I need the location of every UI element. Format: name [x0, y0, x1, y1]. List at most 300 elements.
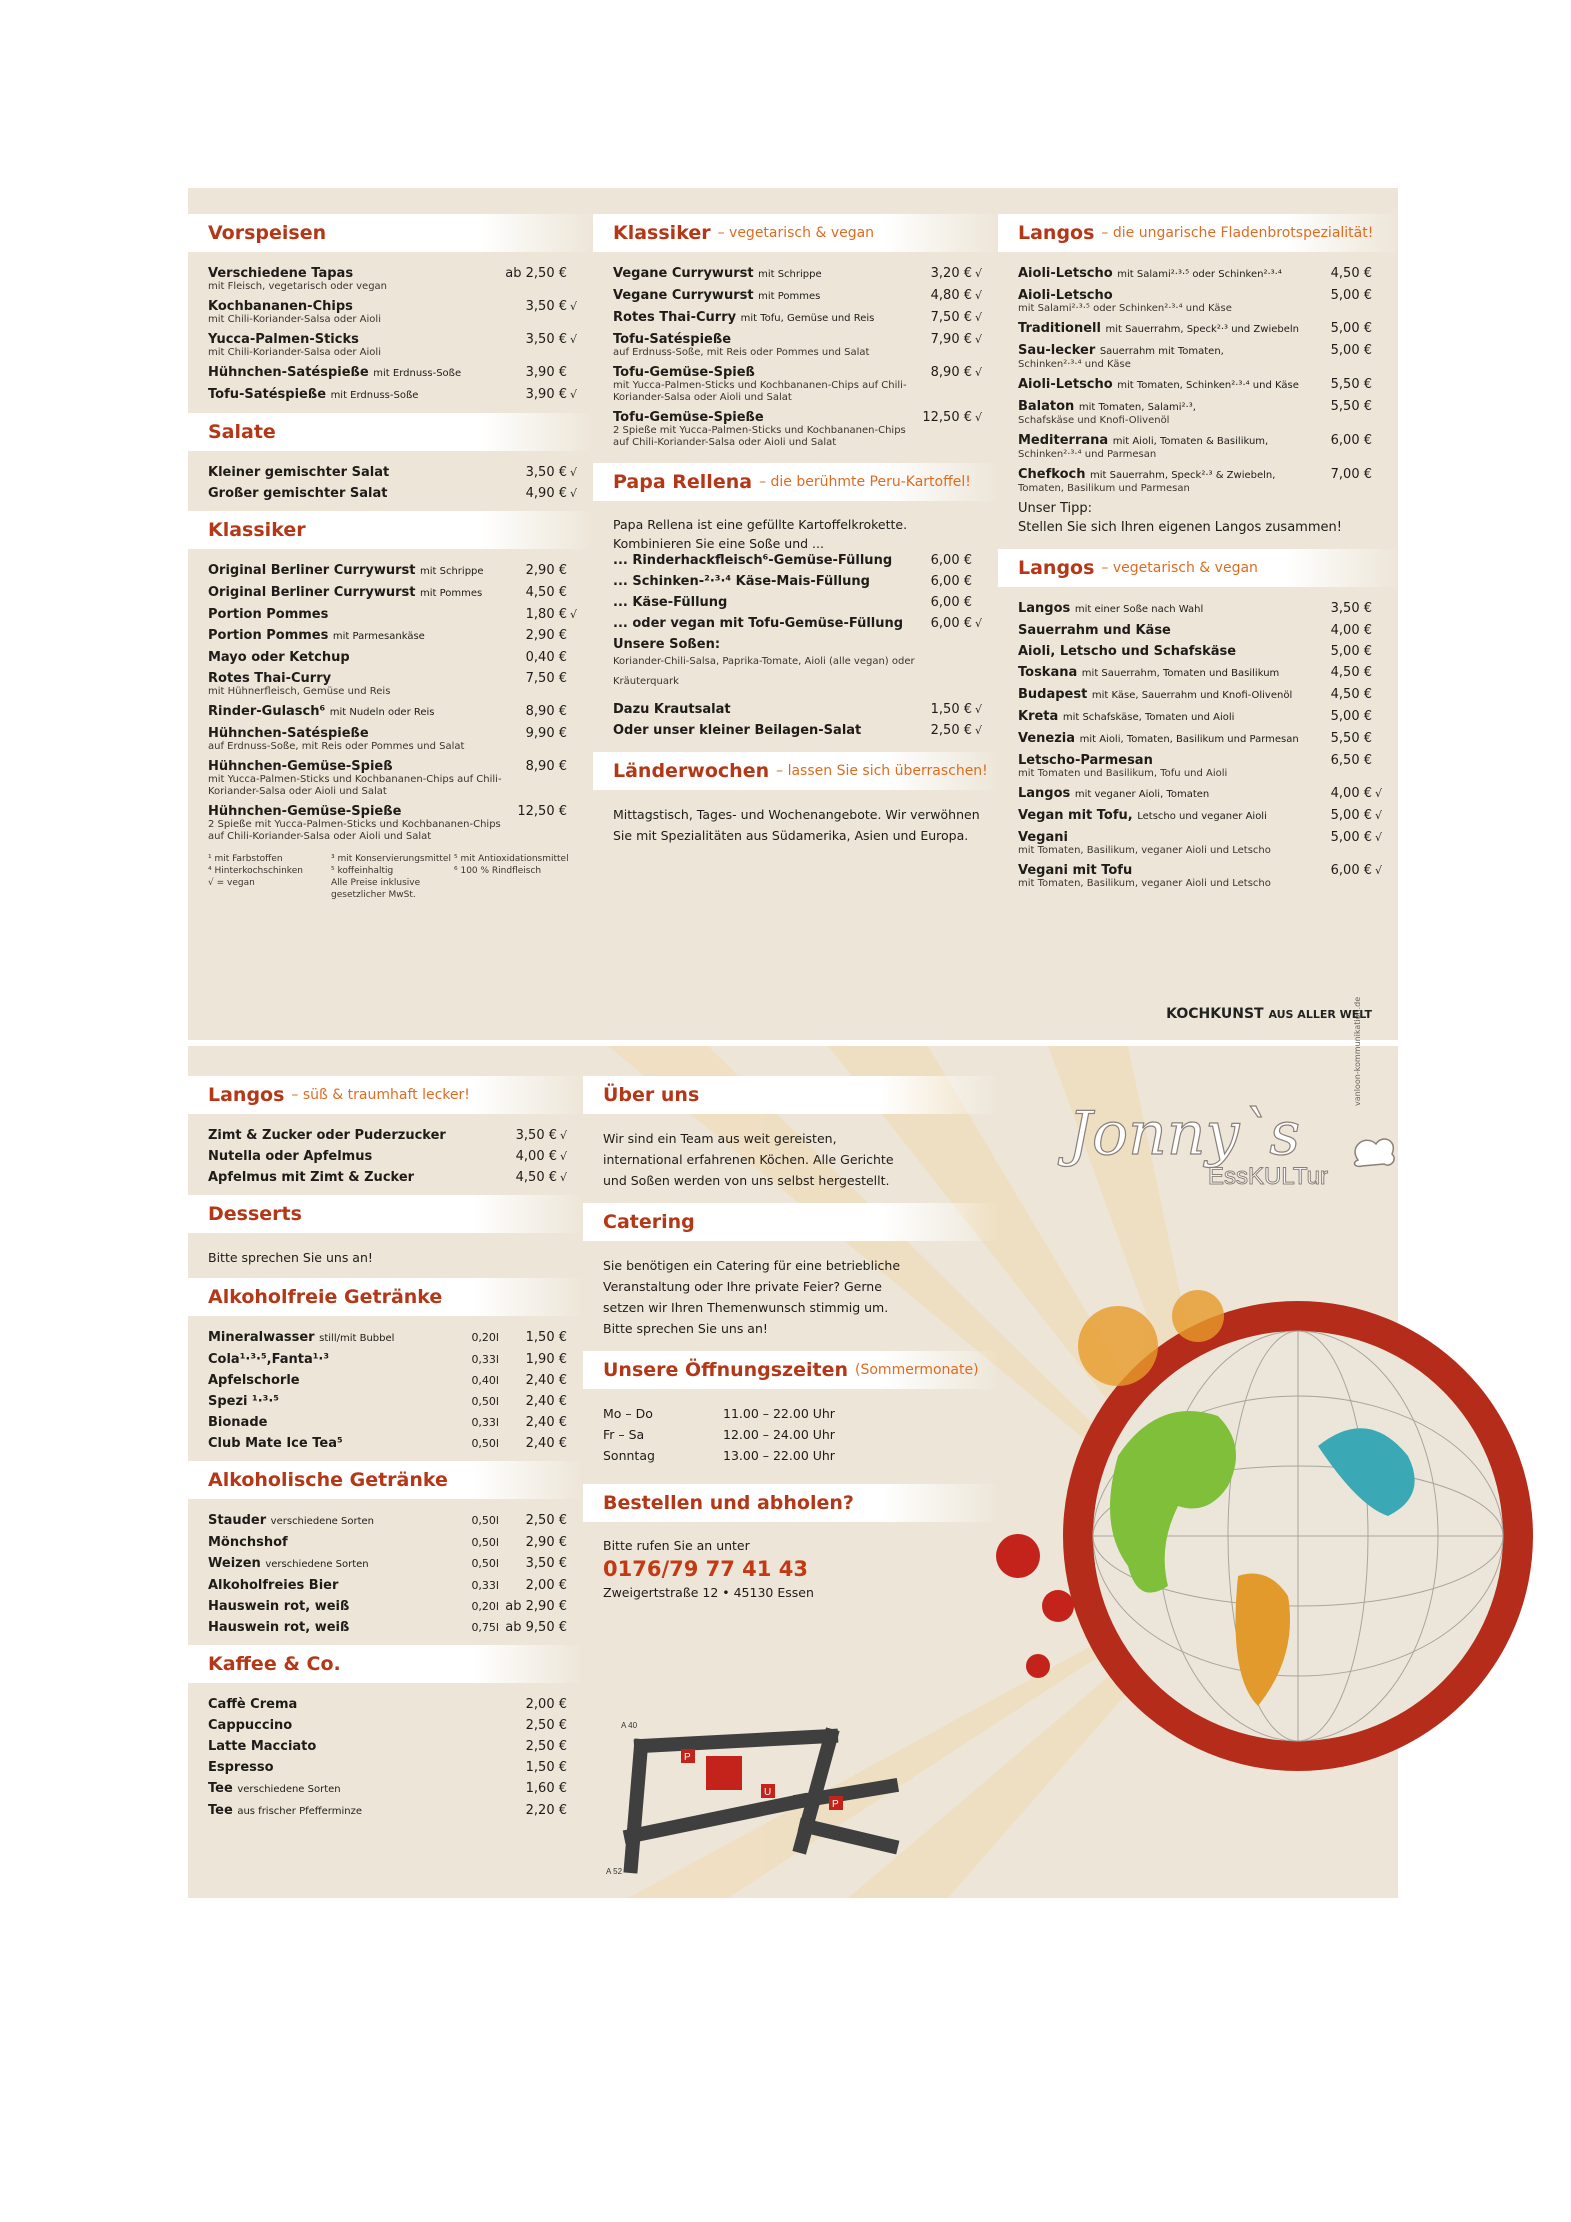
item-price-block [515, 671, 577, 686]
extras-list [593, 702, 998, 738]
item-title: Original Berliner Currywurst [208, 585, 416, 600]
item-price-block [920, 702, 982, 717]
item-name [1018, 731, 1320, 747]
vegan-mark: √ [974, 617, 982, 630]
menu-item [208, 563, 577, 579]
item-price: 8,90 € [525, 759, 567, 774]
vegan-mark: √ [974, 366, 982, 379]
item-volume: 0,33l [471, 1353, 499, 1366]
item-name-block [1018, 687, 1320, 703]
item-title: Vegane Currywurst [613, 288, 754, 303]
section-intro: Papa Rellena ist eine gefüllte Kartoffelkrokette. Kombinieren Sie eine Soße und ... [613, 517, 908, 551]
item-price: 1,50 € [930, 702, 972, 717]
item-title: Großer gemischter Salat [208, 486, 388, 501]
item-name-block [208, 607, 515, 622]
item-name [613, 595, 920, 610]
hours-time: 12.00 – 24.00 Uhr [723, 1427, 835, 1442]
map-p-label-2: P [832, 1799, 839, 1810]
item-title: Oder unser kleiner Beilagen-Salat [613, 723, 862, 738]
menu-item [1018, 343, 1382, 371]
menu-section [188, 1076, 583, 1185]
item-list [188, 1128, 583, 1185]
item-name-block [208, 1330, 457, 1346]
item-name [1018, 830, 1320, 845]
item-name-block [208, 299, 515, 326]
menu-item [1018, 321, 1382, 337]
item-name-block [613, 574, 920, 589]
menu-item [208, 1535, 567, 1550]
item-price-block [505, 1170, 567, 1185]
item-title: Spezi ¹·³·⁵ [208, 1394, 279, 1409]
hours-row [603, 1424, 982, 1445]
section-title: Kaffee & Co. [208, 1653, 341, 1675]
item-title: Sauerrahm und Käse [1018, 623, 1171, 638]
item-volume: 0,75l [471, 1621, 499, 1634]
item-title: Aioli-Letscho [1018, 288, 1113, 303]
item-price-block [1320, 786, 1382, 801]
section-title: Langos [1018, 557, 1095, 579]
item-price-block [515, 704, 577, 719]
item-name-block [1018, 377, 1320, 393]
item-price: 2,50 € [525, 1513, 567, 1528]
item-price: 4,80 € [930, 288, 972, 303]
logo-script-text: Jonny`s [1068, 1099, 1301, 1169]
item-name [208, 1436, 457, 1451]
item-price-block [920, 266, 982, 281]
item-title: Hühnchen-Satéspieße [208, 726, 369, 741]
item-name [208, 1149, 505, 1164]
menu-item [208, 1394, 567, 1409]
item-description: 2 Spieße mit Yucca-Palmen-Sticks und Kochbananen-Chips auf Chili-Koriander-Salsa oder Aioli und Salat [613, 425, 906, 448]
section-subtitle: – die berühmte Peru-Kartoffel! [759, 474, 971, 490]
item-note: mit veganer Aioli, Tomaten [1074, 789, 1210, 800]
about-heading [583, 1076, 998, 1114]
item-title: Venezia [1018, 731, 1076, 746]
item-price-block [505, 1128, 567, 1143]
item-title: ... Käse-Füllung [613, 595, 728, 610]
item-name-block [1018, 433, 1320, 461]
item-note: verschiedene Sorten [270, 1516, 374, 1527]
menu-item [208, 1170, 567, 1185]
item-description: auf Erdnuss-Soße, mit Reis oder Pommes und Salat [613, 347, 870, 358]
item-name [208, 1535, 457, 1550]
item-description: mit Tomaten, Basilikum, veganer Aioli und Letscho [1018, 845, 1271, 856]
menu-item [208, 607, 577, 622]
item-name [208, 1578, 457, 1593]
item-title: Alkoholfreies Bier [208, 1578, 339, 1593]
item-price-block [505, 1415, 567, 1430]
menu-item [208, 628, 577, 644]
item-description: Tomaten, Basilikum und Parmesan [1018, 483, 1190, 494]
item-price: 5,00 € [1330, 709, 1372, 724]
item-note: mit Erdnuss-Soße [330, 390, 419, 401]
section-title: Länderwochen [613, 760, 770, 782]
menu-item [1018, 863, 1382, 890]
item-price-block [1320, 665, 1382, 680]
tagline-sub: AUS ALLER WELT [1268, 1008, 1372, 1021]
item-price-block [505, 1760, 567, 1775]
menu-item [208, 1415, 567, 1430]
menu-item [613, 266, 982, 282]
item-title: Toskana [1018, 665, 1078, 680]
menu-item [208, 650, 577, 665]
langos-tip [998, 501, 1398, 535]
sauces [593, 637, 998, 692]
item-name [613, 616, 920, 631]
item-price: 3,90 € [525, 387, 567, 402]
section-title: Desserts [208, 1203, 302, 1225]
item-price: 5,50 € [1330, 731, 1372, 746]
item-price: 5,00 € [1330, 644, 1372, 659]
item-title: Langos [1018, 601, 1071, 616]
footnote [454, 877, 577, 901]
item-title: Tee [208, 1781, 233, 1796]
menu-item [613, 288, 982, 304]
hours-day: Mo – Do [603, 1406, 653, 1421]
item-name [208, 1803, 505, 1819]
item-name-block [208, 465, 515, 480]
menu-item [1018, 709, 1382, 725]
item-note: mit Sauerrahm, Speck²·³ und Zwiebeln [1105, 324, 1300, 335]
item-name [208, 1394, 457, 1409]
menu-item [1018, 266, 1382, 282]
item-price: 4,50 € [1330, 665, 1372, 680]
item-description: mit Yucca-Palmen-Sticks und Kochbananen-Chips auf Chili-Koriander-Salsa oder Aioli und Salat [613, 380, 907, 403]
item-price-block [920, 310, 982, 325]
menu-item [613, 553, 982, 568]
item-name [208, 1415, 457, 1430]
item-name-block [1018, 863, 1320, 890]
item-volume: 0,50l [471, 1514, 499, 1527]
phone-number[interactable]: 0176/79 77 41 43 [603, 1557, 808, 1581]
item-name [1018, 321, 1320, 337]
hours-day: Fr – Sa [603, 1427, 645, 1442]
item-name [1018, 433, 1320, 449]
item-name-block [208, 1718, 505, 1733]
item-name [613, 702, 920, 717]
item-name [1018, 377, 1320, 393]
item-price: 6,00 € [930, 595, 972, 610]
section-heading [188, 214, 593, 252]
item-name-block [613, 332, 920, 359]
item-price-block [515, 804, 577, 819]
item-note: mit Pommes [420, 588, 483, 599]
item-name-block [208, 726, 515, 753]
map-u-label: U [764, 1787, 772, 1798]
item-note: mit einer Soße nach Wahl [1074, 604, 1204, 615]
vegan-mark: √ [1374, 831, 1382, 844]
item-name [1018, 343, 1320, 359]
item-name-block [1018, 623, 1320, 638]
item-price: 2,00 € [525, 1578, 567, 1593]
item-price: 0,40 € [525, 650, 567, 665]
menu-item [208, 1373, 567, 1388]
item-title: Aioli-Letscho [1018, 266, 1113, 281]
vegan-mark: √ [569, 333, 577, 346]
item-price-block [920, 616, 982, 631]
item-note: Letscho und veganer Aioli [1137, 811, 1267, 822]
item-price: 6,00 € [1330, 863, 1372, 878]
menu-item [208, 365, 577, 381]
item-name [1018, 665, 1320, 681]
item-list [188, 563, 593, 843]
vegan-mark: √ [974, 333, 982, 346]
item-title: Mediterrana [1018, 433, 1109, 448]
item-name-block [613, 702, 920, 717]
item-name [613, 723, 920, 738]
item-price-block [1320, 266, 1382, 281]
order-title: Bestellen und abholen? [603, 1492, 854, 1514]
item-name-block [1018, 266, 1320, 282]
item-title: Mönchshof [208, 1535, 288, 1550]
vegan-mark: √ [974, 267, 982, 280]
item-name [1018, 808, 1320, 824]
item-price: 2,50 € [525, 1739, 567, 1754]
menu-item [208, 486, 577, 501]
map-street-zweigert [631, 1801, 801, 1836]
item-name-block [1018, 601, 1320, 617]
menu-section [188, 1278, 583, 1451]
vegan-mark: √ [559, 1171, 567, 1184]
hours-day: Sonntag [603, 1448, 655, 1463]
item-name-block [208, 1697, 505, 1712]
item-name [208, 486, 515, 501]
item-price-block [515, 465, 577, 480]
footnote-row [208, 877, 577, 901]
item-title: Hühnchen-Gemüse-Spieße [208, 804, 402, 819]
about-text: Wir sind ein Team aus weit gereisten, international erfahrenen Köchen. Alle Gerichte und Soßen werden von uns selbst hergestellt. [603, 1131, 894, 1188]
item-name [1018, 786, 1320, 802]
vegan-mark: √ [974, 289, 982, 302]
item-name-block [208, 1760, 505, 1775]
catering-section [583, 1203, 998, 1339]
menu-item [1018, 808, 1382, 824]
section-heading [188, 413, 593, 451]
item-name-block [613, 410, 920, 449]
item-list [188, 1513, 583, 1635]
item-title: Kleiner gemischter Salat [208, 465, 390, 480]
footnote: ⁵ koffeinhaltig [331, 866, 394, 876]
item-name [208, 704, 515, 720]
order-section [583, 1484, 998, 1602]
item-price-block [1320, 288, 1382, 303]
item-price: 5,00 € [1330, 321, 1372, 336]
item-price: 5,50 € [1330, 399, 1372, 414]
item-price: 2,00 € [525, 1697, 567, 1712]
section-title: Alkoholische Getränke [208, 1469, 448, 1491]
item-name [1018, 687, 1320, 703]
vegan-mark: √ [1374, 787, 1382, 800]
item-title: Kreta [1018, 709, 1059, 724]
item-title: Vegani [1018, 830, 1068, 845]
item-name-block [208, 1513, 457, 1529]
item-name-block [208, 650, 515, 665]
item-price-block [515, 486, 577, 501]
menu-item [1018, 601, 1382, 617]
item-price-block [1320, 321, 1382, 336]
menu-front-panel [188, 188, 1398, 1040]
item-title: Tofu-Gemüse-Spieße [613, 410, 764, 425]
item-name [1018, 709, 1320, 725]
menu-item [613, 410, 982, 449]
vegan-mark: √ [559, 1150, 567, 1163]
item-list [188, 465, 593, 501]
item-name-block [208, 1599, 457, 1614]
item-price: 2,40 € [525, 1436, 567, 1451]
footnote: ⁵ mit Antioxidationsmittel [454, 854, 569, 864]
item-name [613, 574, 920, 589]
footnote-row [208, 865, 577, 877]
item-price-block [515, 387, 577, 402]
item-name [1018, 399, 1320, 415]
item-list [593, 266, 998, 449]
item-price: 3,90 € [525, 365, 567, 380]
item-title: Club Mate Ice Tea⁵ [208, 1436, 343, 1451]
item-price: 1,50 € [525, 1330, 567, 1345]
tip-label: Unser Tipp: [1018, 501, 1093, 516]
section-heading [998, 549, 1398, 587]
section-title: Klassiker [208, 519, 306, 541]
item-price-block [505, 1556, 567, 1571]
menu-item [208, 1578, 567, 1593]
menu-item [1018, 644, 1382, 659]
menu-item [1018, 433, 1382, 461]
item-price: 5,00 € [1330, 288, 1372, 303]
hours-row [603, 1403, 982, 1424]
item-list [188, 1330, 583, 1451]
item-name-block [613, 266, 920, 282]
chef-hat-icon [1355, 1139, 1395, 1166]
item-name [1018, 601, 1320, 617]
item-price: 1,50 € [525, 1760, 567, 1775]
item-price-block [505, 1718, 567, 1733]
item-name [613, 288, 920, 304]
item-title: Aioli-Letscho [1018, 377, 1113, 392]
item-price-block [515, 365, 577, 380]
designer-credit: vanloon-kommunikation.de [1353, 996, 1362, 1106]
top-column-1 [188, 188, 593, 901]
item-price: 4,00 € [1330, 623, 1372, 638]
item-name-block [208, 1739, 505, 1754]
menu-item [1018, 623, 1382, 638]
item-price-block [1320, 753, 1382, 768]
item-name [208, 1760, 505, 1775]
item-title: Letscho-Parmesan [1018, 753, 1153, 768]
item-list [998, 266, 1398, 495]
item-price: 3,50 € [525, 1556, 567, 1571]
menu-item [208, 1599, 567, 1614]
footnote: ⁴ Hinterkochschinken [208, 866, 303, 876]
item-price-block [505, 1352, 567, 1367]
menu-item [208, 804, 577, 843]
item-name [208, 465, 515, 480]
item-price: 4,00 € [515, 1149, 557, 1164]
item-price-block [515, 299, 577, 314]
vegan-mark: √ [569, 300, 577, 313]
item-volume: 0,20l [471, 1331, 499, 1344]
item-title: Balaton [1018, 399, 1075, 414]
about-section [583, 1076, 998, 1191]
vegan-mark: √ [569, 388, 577, 401]
item-name-block [208, 563, 515, 579]
item-name-block [208, 266, 505, 293]
item-name-block [208, 585, 515, 601]
menu-item [613, 702, 982, 717]
item-title: Espresso [208, 1760, 274, 1775]
hours-time: 13.00 – 22.00 Uhr [723, 1448, 835, 1463]
menu-item [208, 1739, 567, 1754]
item-name [208, 299, 515, 314]
footnote: ¹ mit Farbstoffen [208, 854, 283, 864]
menu-section [593, 463, 998, 738]
item-price: 3,50 € [525, 465, 567, 480]
item-price: 2,50 € [525, 1718, 567, 1733]
item-title: ... Schinken-²·³·⁴ Käse-Mais-Füllung [613, 574, 870, 589]
item-name [208, 1352, 457, 1367]
item-price: 8,90 € [525, 704, 567, 719]
menu-item [1018, 731, 1382, 747]
vegan-mark: √ [974, 703, 982, 716]
item-title: Rinder-Gulasch⁶ [208, 704, 326, 719]
item-note: verschiedene Sorten [237, 1784, 341, 1795]
menu-item [613, 332, 982, 359]
menu-item [208, 671, 577, 698]
item-volume: 0,50l [471, 1395, 499, 1408]
item-description: Schafskäse und Knofi-Olivenöl [1018, 415, 1170, 426]
section-text: Mittagstisch, Tages- und Wochenangebote. Wir verwöhnen Sie mit Spezialitäten aus Südamerika, Asien und Europa. [613, 807, 980, 843]
item-price: 2,40 € [525, 1394, 567, 1409]
item-price: 4,50 € [525, 585, 567, 600]
menu-item [208, 585, 577, 601]
item-price-block [505, 1373, 567, 1388]
menu-item [613, 595, 982, 610]
top-column-2 [593, 188, 998, 846]
item-name [208, 1170, 505, 1185]
item-name [1018, 753, 1320, 768]
item-price: 1,80 € [525, 607, 567, 622]
item-name [208, 759, 515, 774]
item-title: Latte Macciato [208, 1739, 317, 1754]
item-price-block [920, 595, 982, 610]
item-price-block [515, 607, 577, 622]
menu-section [188, 1461, 583, 1635]
item-note: mit Tomaten, Schinken²·³·⁴ und Käse [1117, 380, 1299, 391]
item-volume: 0,40l [471, 1374, 499, 1387]
catering-title: Catering [603, 1211, 695, 1233]
item-price-block [505, 1697, 567, 1712]
section-heading [998, 214, 1398, 252]
item-note: mit Erdnuss-Soße [373, 368, 462, 379]
item-price: 12,50 € [517, 804, 567, 819]
item-title: Stauder [208, 1513, 267, 1528]
item-title: ... Rinderhackfleisch⁶-Gemüse-Füllung [613, 553, 893, 568]
item-price: 5,50 € [1330, 377, 1372, 392]
hours-heading [583, 1351, 998, 1389]
order-heading [583, 1484, 998, 1522]
menu-item [613, 616, 982, 631]
item-title: Portion Pommes [208, 628, 329, 643]
menu-item [1018, 288, 1382, 315]
item-title: Rotes Thai-Curry [208, 671, 332, 686]
item-price-block [1320, 731, 1382, 746]
item-note: still/mit Bubbel [319, 1333, 395, 1344]
item-price: 6,50 € [1330, 753, 1372, 768]
item-name [613, 365, 920, 380]
section-subtitle: – süß & traumhaft lecker! [291, 1087, 470, 1103]
section-heading [593, 463, 998, 501]
item-price-block [505, 1578, 567, 1593]
map-street-alfred [631, 1746, 641, 1866]
